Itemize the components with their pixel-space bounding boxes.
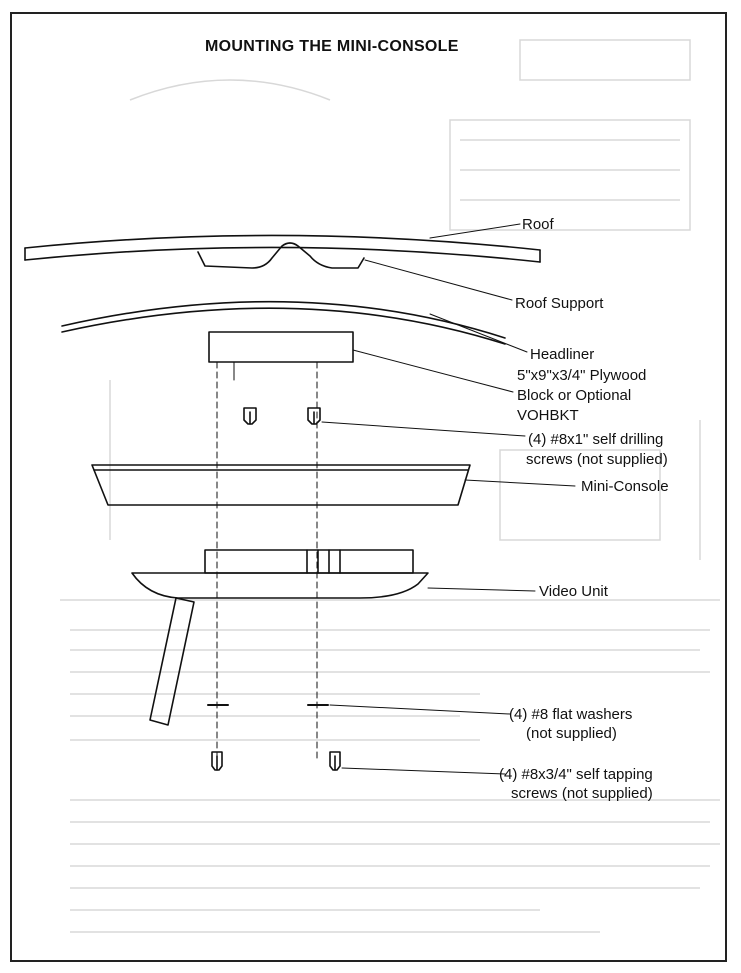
self-drilling-screw-right [308, 408, 320, 424]
label-tap-screws-2: screws (not supplied) [511, 785, 653, 802]
self-drilling-screw-left [244, 408, 256, 424]
label-block-1: 5"x9"x3/4" Plywood [517, 367, 647, 384]
video-unit-top [205, 550, 413, 573]
label-block-3: VOHBKT [517, 407, 579, 424]
leader-headliner [430, 314, 527, 352]
video-unit-base [132, 573, 428, 598]
mini-console [92, 465, 470, 505]
leader-tap-screws [342, 768, 505, 774]
self-tapping-screw-right [330, 752, 340, 770]
plywood-block [209, 332, 353, 362]
label-roof: Roof [522, 216, 554, 233]
page-title: MOUNTING THE MINI-CONSOLE [205, 38, 459, 55]
label-drill-screws-1: (4) #8x1" self drilling [528, 431, 664, 448]
label-block-2: Block or Optional [517, 387, 632, 404]
label-mini-console: Mini-Console [581, 478, 669, 495]
label-drill-screws-2: screws (not supplied) [526, 451, 668, 468]
roof-support [198, 243, 364, 268]
leader-roof-support [365, 260, 512, 300]
leader-video-unit [428, 588, 535, 591]
label-washers-2: (not supplied) [526, 725, 617, 742]
label-roof-support: Roof Support [515, 295, 604, 312]
video-unit-arm [150, 598, 194, 725]
label-video-unit: Video Unit [539, 583, 608, 600]
leader-roof [430, 224, 520, 238]
leader-block [353, 350, 513, 392]
leader-mini-console [465, 480, 575, 486]
leader-washers [330, 705, 510, 714]
label-washers-1: (4) #8 flat washers [509, 706, 633, 723]
label-headliner: Headliner [530, 346, 595, 363]
label-tap-screws-1: (4) #8x3/4" self tapping [499, 766, 653, 783]
leader-drill-screws [322, 422, 525, 436]
